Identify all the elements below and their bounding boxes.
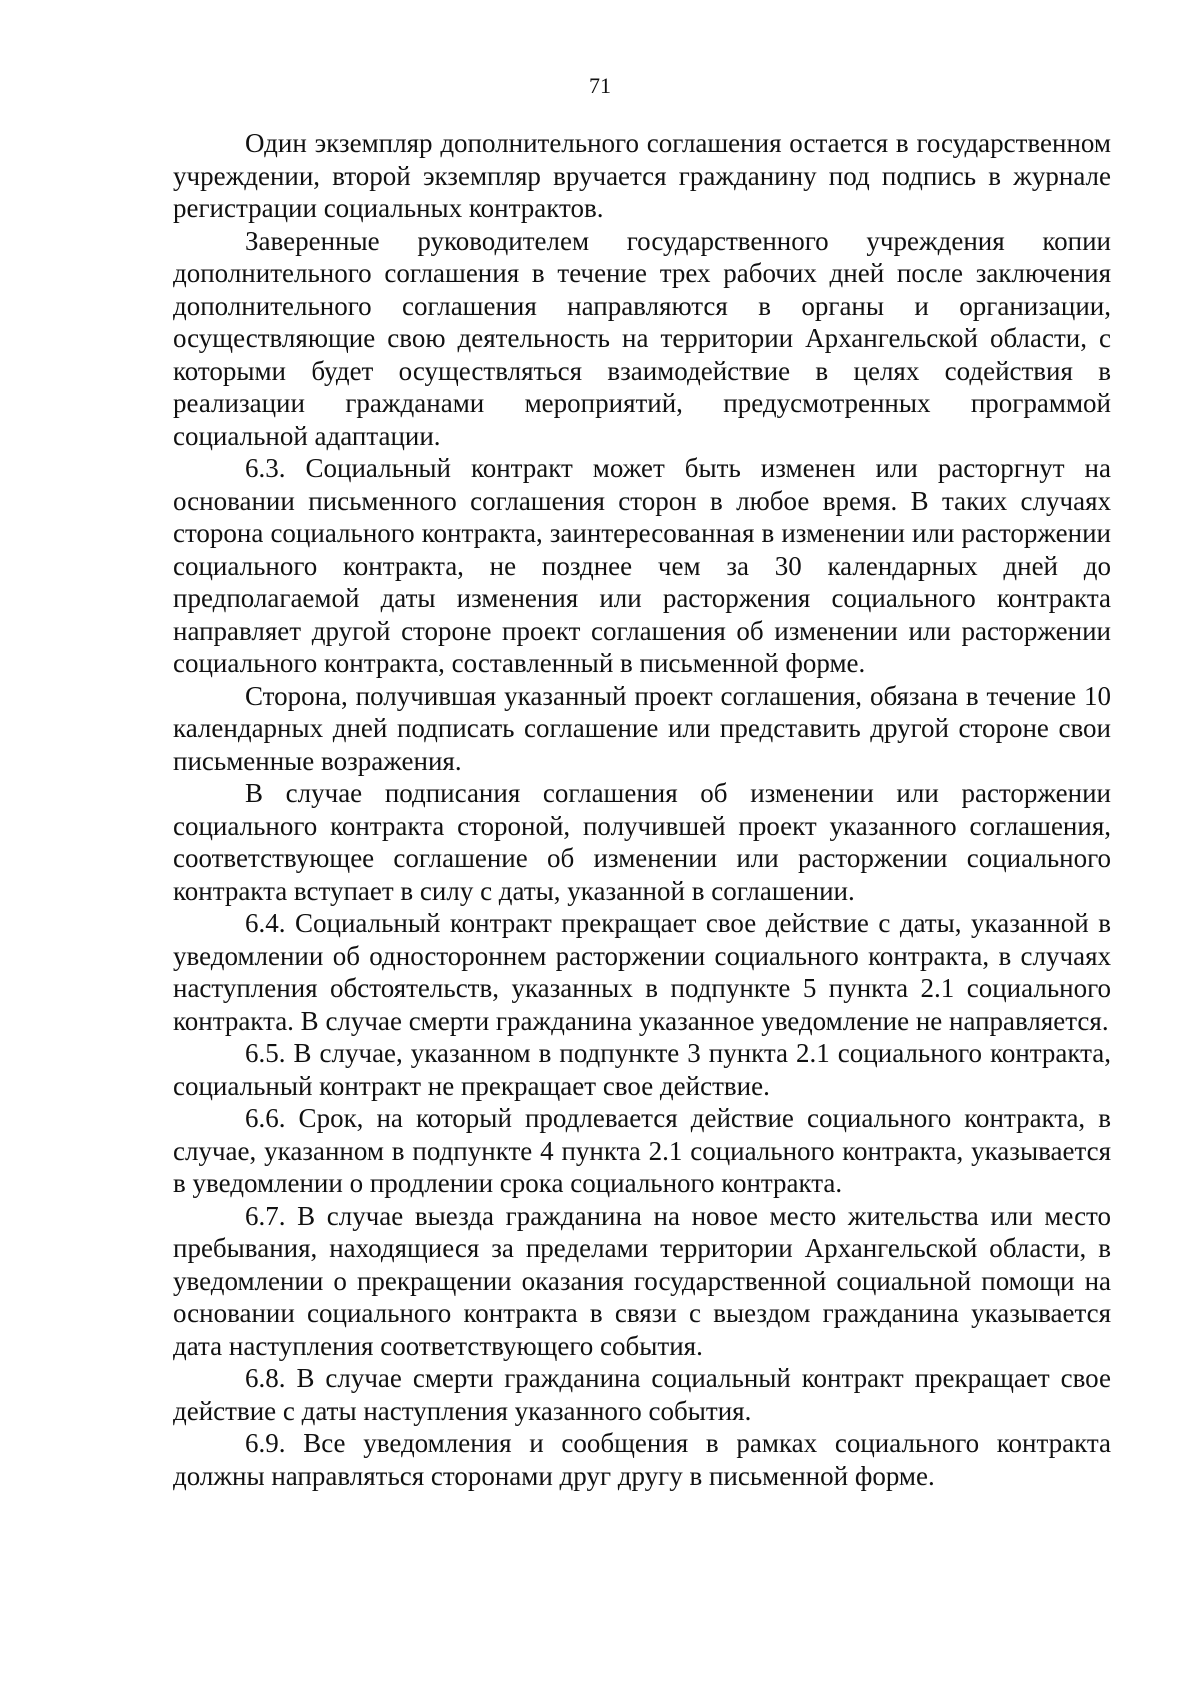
document-body — [173, 127, 1111, 1492]
paragraph-6-6: 6.6. Срок, на который продлевается действие социального контракта, в случае, указанном в подпункте 4 пункта 2.1 социального контракта, указывается в уведомлении о продлении срока социального контракта. — [173, 1103, 1111, 1198]
paragraph-6-9: 6.9. Все уведомления и сообщения в рамках социального контракта должны направляться сторонами друг другу в письменной форме. — [173, 1428, 1111, 1491]
page-number: 71 — [589, 73, 611, 98]
paragraph-6-4: 6.4. Социальный контракт прекращает свое действие с даты, указанной в уведомлении об одностороннем расторжении социального контракта, в случаях наступления обстоятельств, указанных в подпункте 5 пункта 2.1 социального контракта. В случае смерти гражданина указанное уведомление не направляется. — [173, 908, 1111, 1036]
paragraph-response-to-draft: Сторона, получившая указанный проект соглашения, обязана в течение 10 календарных дней подписать соглашение или представить другой стороне свои письменные возражения. — [173, 680, 1111, 776]
paragraph-6-8: 6.8. В случае смерти гражданина социальный контракт прекращает свое действие с даты наступления указанного события. — [173, 1363, 1111, 1426]
paragraph-certified-copies: Заверенные руководителем государственного учреждения копии дополнительного соглашения в течение трех рабочих дней после заключения дополнительного соглашения направляются в органы и организации, осуществляющие свою деятельность на территории Архангельской области, с которыми будет осуществляться взаимодействие в целях содействия в реализации гражданами мероприятий, предусмотренных программой социальной адаптации. — [173, 225, 1111, 451]
paragraph-copies-of-agreement: Один экземпляр дополнительного соглашения остается в государственном учреждении, второй экземпляр вручается гражданину под подпись в журнале регистрации социальных контрактов. — [173, 128, 1111, 223]
paragraph-6-3: 6.3. Социальный контракт может быть изменен или расторгнут на основании письменного соглашения сторон в любое время. В таких случаях сторона социального контракта, заинтересованная в изменении или расторжении социального контракта, не позднее чем за 30 календарных дней до предполагаемой даты изменения или расторжения социального контракта направляет другой стороне проект соглашения об изменении или расторжении социального контракта, составленный в письменной форме. — [173, 453, 1111, 678]
paragraph-signing-of-agreement: В случае подписания соглашения об изменении или расторжении социального контракта стороной, получившей проект указанного соглашения, соответствующее соглашение об изменении или расторжении социального контракта вступает в силу с даты, указанной в соглашении. — [173, 778, 1111, 906]
paragraph-6-7: 6.7. В случае выезда гражданина на новое место жительства или место пребывания, находящиеся за пределами территории Архангельской области, в уведомлении о прекращении оказания государственной социальной помощи на основании социального контракта в связи с выездом гражданина указывается дата наступления соответствующего события. — [173, 1200, 1111, 1361]
paragraph-6-5: 6.5. В случае, указанном в подпункте 3 пункта 2.1 социального контракта, социальный контракт не прекращает свое действие. — [173, 1038, 1111, 1101]
